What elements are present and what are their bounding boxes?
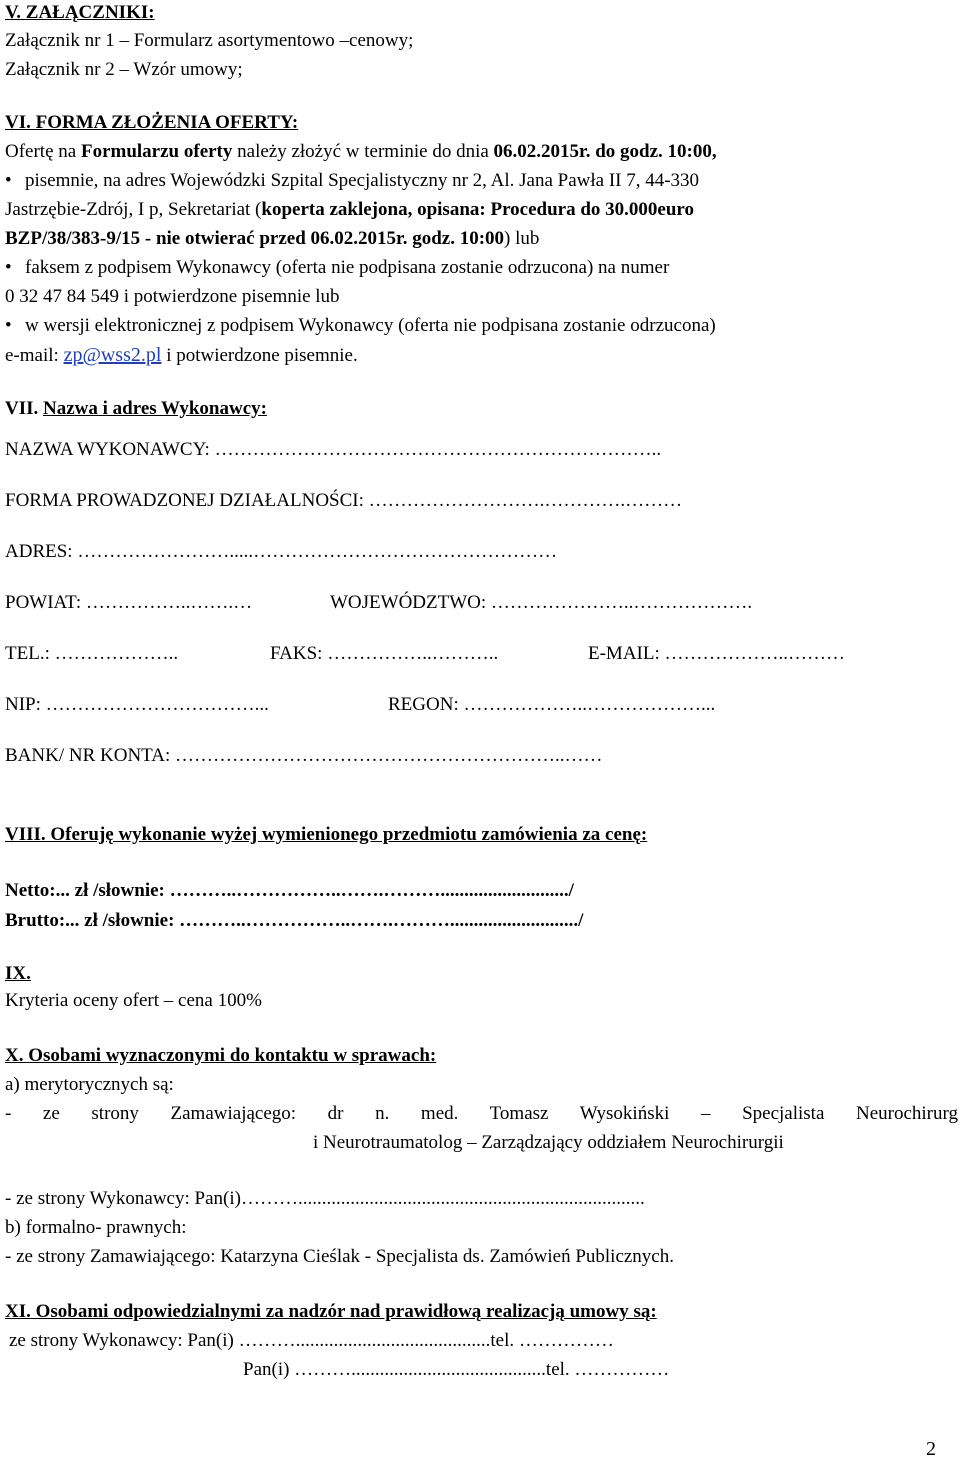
bullet-icon: • xyxy=(5,257,12,278)
nip-row[interactable]: NIP: ……………………………... xyxy=(5,694,269,715)
ordering-party-formal-contact: - ze strony Zamawiającego: Katarzyna Cieślak - Specjalista ds. Zamówień Publicznych. xyxy=(5,1246,674,1267)
section-10-heading: X. Osobami wyznaczonymi do kontaktu w sprawach: xyxy=(5,1045,437,1066)
supervisor-row-2[interactable]: Pan(i) ……….........................................tel. …………… xyxy=(243,1359,670,1380)
email-suffix: i potwierdzone pisemnie. xyxy=(161,345,358,366)
contractor-contact[interactable]: - ze strony Wykonawcy: Pan(i)………......................................................................... xyxy=(5,1188,645,1209)
intro-deadline: 06.02.2015r. do godz. 10:00, xyxy=(493,141,717,162)
district-row[interactable]: POWIAT: ……………..…….… xyxy=(5,592,253,613)
evaluation-criteria: Kryteria oceny ofert – cena 100% xyxy=(5,990,262,1011)
bullet-fax xyxy=(5,255,669,281)
section-5-heading: V. ZAŁĄCZNIKI: xyxy=(5,2,155,23)
envelope-label: koperta zaklejona, opisana: Procedura do 30.000euro xyxy=(261,199,694,220)
bullet-email-line1: w wersji elektronicznej z podpisem Wykonawcy (oferta nie podpisana zostanie odrzucona) xyxy=(25,315,716,336)
bullet-icon: • xyxy=(5,170,12,191)
bullet-fax-line2: 0 32 47 84 549 i potwierdzone pisemnie lub xyxy=(5,286,340,307)
email-prefix: e-mail: xyxy=(5,345,64,366)
attachment-2: Załącznik nr 2 – Wzór umowy; xyxy=(5,59,243,80)
bullet-email-line2 xyxy=(5,342,358,369)
voivodeship-row[interactable]: WOJEWÓDZTWO: …………………..………………. xyxy=(330,592,753,613)
section-7-heading xyxy=(5,396,267,422)
intro-text-b: Formularzu oferty xyxy=(80,141,233,162)
bullet-icon: • xyxy=(5,315,12,336)
bullet-fax-line1: faksem z podpisem Wykonawcy (oferta nie podpisana zostanie odrzucona) na numer xyxy=(25,257,670,278)
bullet-mail-line1: pisemnie, na adres Wojewódzki Szpital Specjalistyczny nr 2, Al. Jana Pawła II 7, 44-330 xyxy=(25,170,700,191)
contractor-name-row[interactable]: NAZWA WYKONAWCY: …………………………………………………………….. xyxy=(5,439,662,460)
ordering-party-contact-cont: i Neurotraumatolog – Zarządzający oddziałem Neurochirurgii xyxy=(313,1132,784,1153)
bullet-mail xyxy=(5,168,699,194)
business-form-row[interactable]: FORMA PROWADZONEJ DZIAŁALNOŚCI: ……………………….………….……… xyxy=(5,490,683,511)
bullet-email xyxy=(5,313,716,339)
envelope-label-cont: BZP/38/383-9/15 - nie otwierać przed 06.02.2015r. godz. 10:00 xyxy=(5,228,505,249)
section-11-heading: XI. Osobami odpowiedzialnymi za nadzór nad prawidłową realizacją umowy są: xyxy=(5,1301,657,1322)
email-link[interactable]: zp@wss2.pl xyxy=(63,344,162,366)
address-row[interactable]: ADRES: …………………….....………………………………………… xyxy=(5,541,558,562)
bullet-mail-line3b: ) lub xyxy=(504,228,540,249)
bullet-mail-line2a: Jastrzębie-Zdrój, I p, Sekretariat ( xyxy=(5,199,262,220)
section-7-title: Nazwa i adres Wykonawcy: xyxy=(43,398,267,419)
section-7-number: VII. xyxy=(5,398,39,419)
net-price-row[interactable]: Netto:... zł /słownie: ………..……………..…….……….........................../ xyxy=(5,880,574,901)
fax-row[interactable]: FAKS: ……………..……….. xyxy=(270,643,499,664)
page-number: 2 xyxy=(926,1438,936,1460)
bank-account-row[interactable]: BANK/ NR KONTA: ……………………………………………………..…… xyxy=(5,745,603,766)
intro-text-c: należy złożyć w terminie do dnia xyxy=(232,141,494,162)
phone-row[interactable]: TEL.: ……………….. xyxy=(5,643,179,664)
section-6-heading: VI. FORMA ZŁOŻENIA OFERTY: xyxy=(5,112,299,133)
supervisor-row-1[interactable]: ze strony Wykonawcy: Pan(i) ……….........................................tel. …………… xyxy=(9,1330,614,1351)
bullet-mail-line2 xyxy=(5,197,694,223)
intro-text-a: Ofertę na xyxy=(5,141,81,162)
offer-intro xyxy=(5,139,717,165)
attachment-1: Załącznik nr 1 – Formularz asortymentowo –cenowy; xyxy=(5,30,414,51)
gross-price-row[interactable]: Brutto:... zł /słownie: ………..……………..…….……….........................../ xyxy=(5,910,584,931)
ordering-party-contact: - ze strony Zamawiającego: dr n. med. Tomasz Wysokiński – Specjalista Neurochirurg xyxy=(5,1103,958,1124)
section-8-heading: VIII. Oferuję wykonanie wyżej wymienionego przedmiotu zamówienia za cenę: xyxy=(5,824,648,845)
formal-legal-label: b) formalno- prawnych: xyxy=(5,1217,187,1238)
section-9-heading: IX. xyxy=(5,963,31,984)
email-row[interactable]: E-MAIL: ………………..……… xyxy=(588,643,846,664)
regon-row[interactable]: REGON: ………………..………………... xyxy=(388,694,716,715)
substantive-label: a) merytorycznych są: xyxy=(5,1074,174,1095)
bullet-mail-line3 xyxy=(5,226,539,252)
